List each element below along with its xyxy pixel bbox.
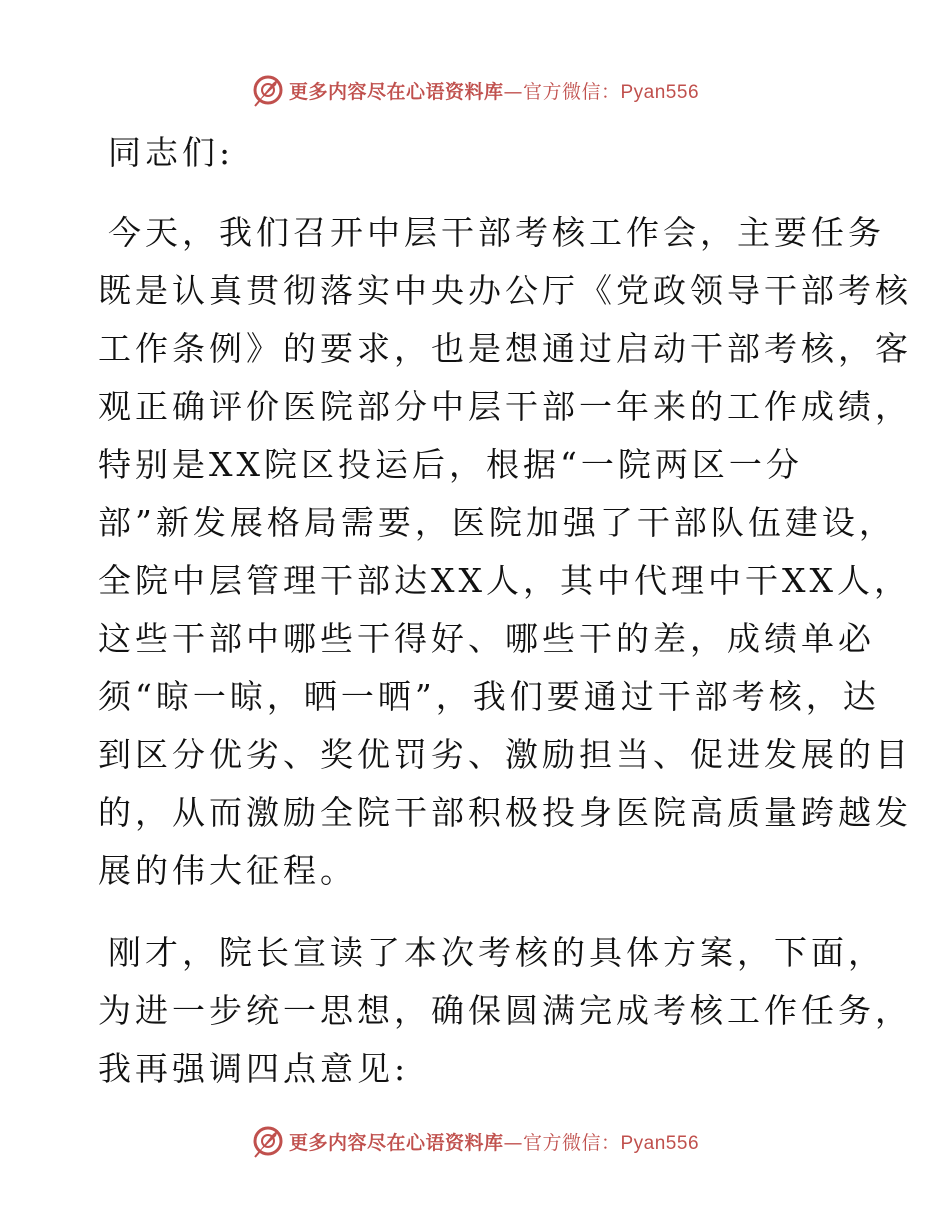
text-line: 须“晾一晾，晒一晒”，我们要通过干部考核，达: [98, 677, 880, 716]
paragraph-1: [98, 204, 912, 900]
header-banner: [0, 70, 950, 110]
banner-wechat-id: Pyan556: [620, 81, 700, 103]
text-line: 刚才，院长宣读了本次考核的具体方案，下面，: [108, 933, 885, 972]
text-line: 部”新发展格局需要，医院加强了干部队伍建设，: [98, 503, 896, 542]
banner-separator: —: [503, 80, 523, 103]
banner-text: [289, 77, 699, 104]
text-line: 这些干部中哪些干得好、哪些干的差，成绩单必: [98, 619, 875, 658]
banner-site-text: 更多内容尽在心语资料库: [288, 1131, 504, 1154]
document-body: [98, 118, 912, 1098]
text-line: 特别是XX院区投运后，根据“一院两区一分: [98, 445, 803, 484]
text-line: 全院中层管理干部达XX人，其中代理中干XX人，: [98, 561, 911, 600]
banner-separator: —: [503, 1131, 523, 1154]
footer-banner: [0, 1121, 950, 1161]
text-line: 的，从而激励全院干部积极投身医院高质量跨越发: [98, 793, 912, 832]
text-line: 今天，我们召开中层干部考核工作会，主要任务: [108, 213, 885, 252]
banner-wechat-label: 官方微信：: [522, 1131, 621, 1154]
paragraph-2: [98, 924, 912, 1098]
greeting: 同志们:: [108, 133, 235, 172]
banner-text: [289, 1128, 699, 1155]
text-line: 展的伟大征程。: [98, 851, 357, 890]
text-line: 到区分优劣、奖优罚劣、激励担当、促进发展的目: [98, 735, 912, 774]
text-line: 观正确评价医院部分中层干部一年来的工作成绩，: [98, 387, 912, 426]
text-line: 为进一步统一思想，确保圆满完成考核工作任务，: [98, 991, 912, 1030]
text-line: 既是认真贯彻落实中央办公厅《党政领导干部考核: [98, 271, 912, 310]
text-line: 我再强调四点意见:: [98, 1049, 410, 1088]
quill-pen-logo-icon: [251, 1124, 285, 1158]
quill-pen-logo-icon: [251, 73, 285, 107]
text-line: 工作条例》的要求，也是想通过启动干部考核，客: [98, 329, 912, 368]
banner-site-text: 更多内容尽在心语资料库: [288, 80, 504, 103]
banner-wechat-id: Pyan556: [620, 1132, 700, 1154]
banner-wechat-label: 官方微信：: [522, 80, 621, 103]
